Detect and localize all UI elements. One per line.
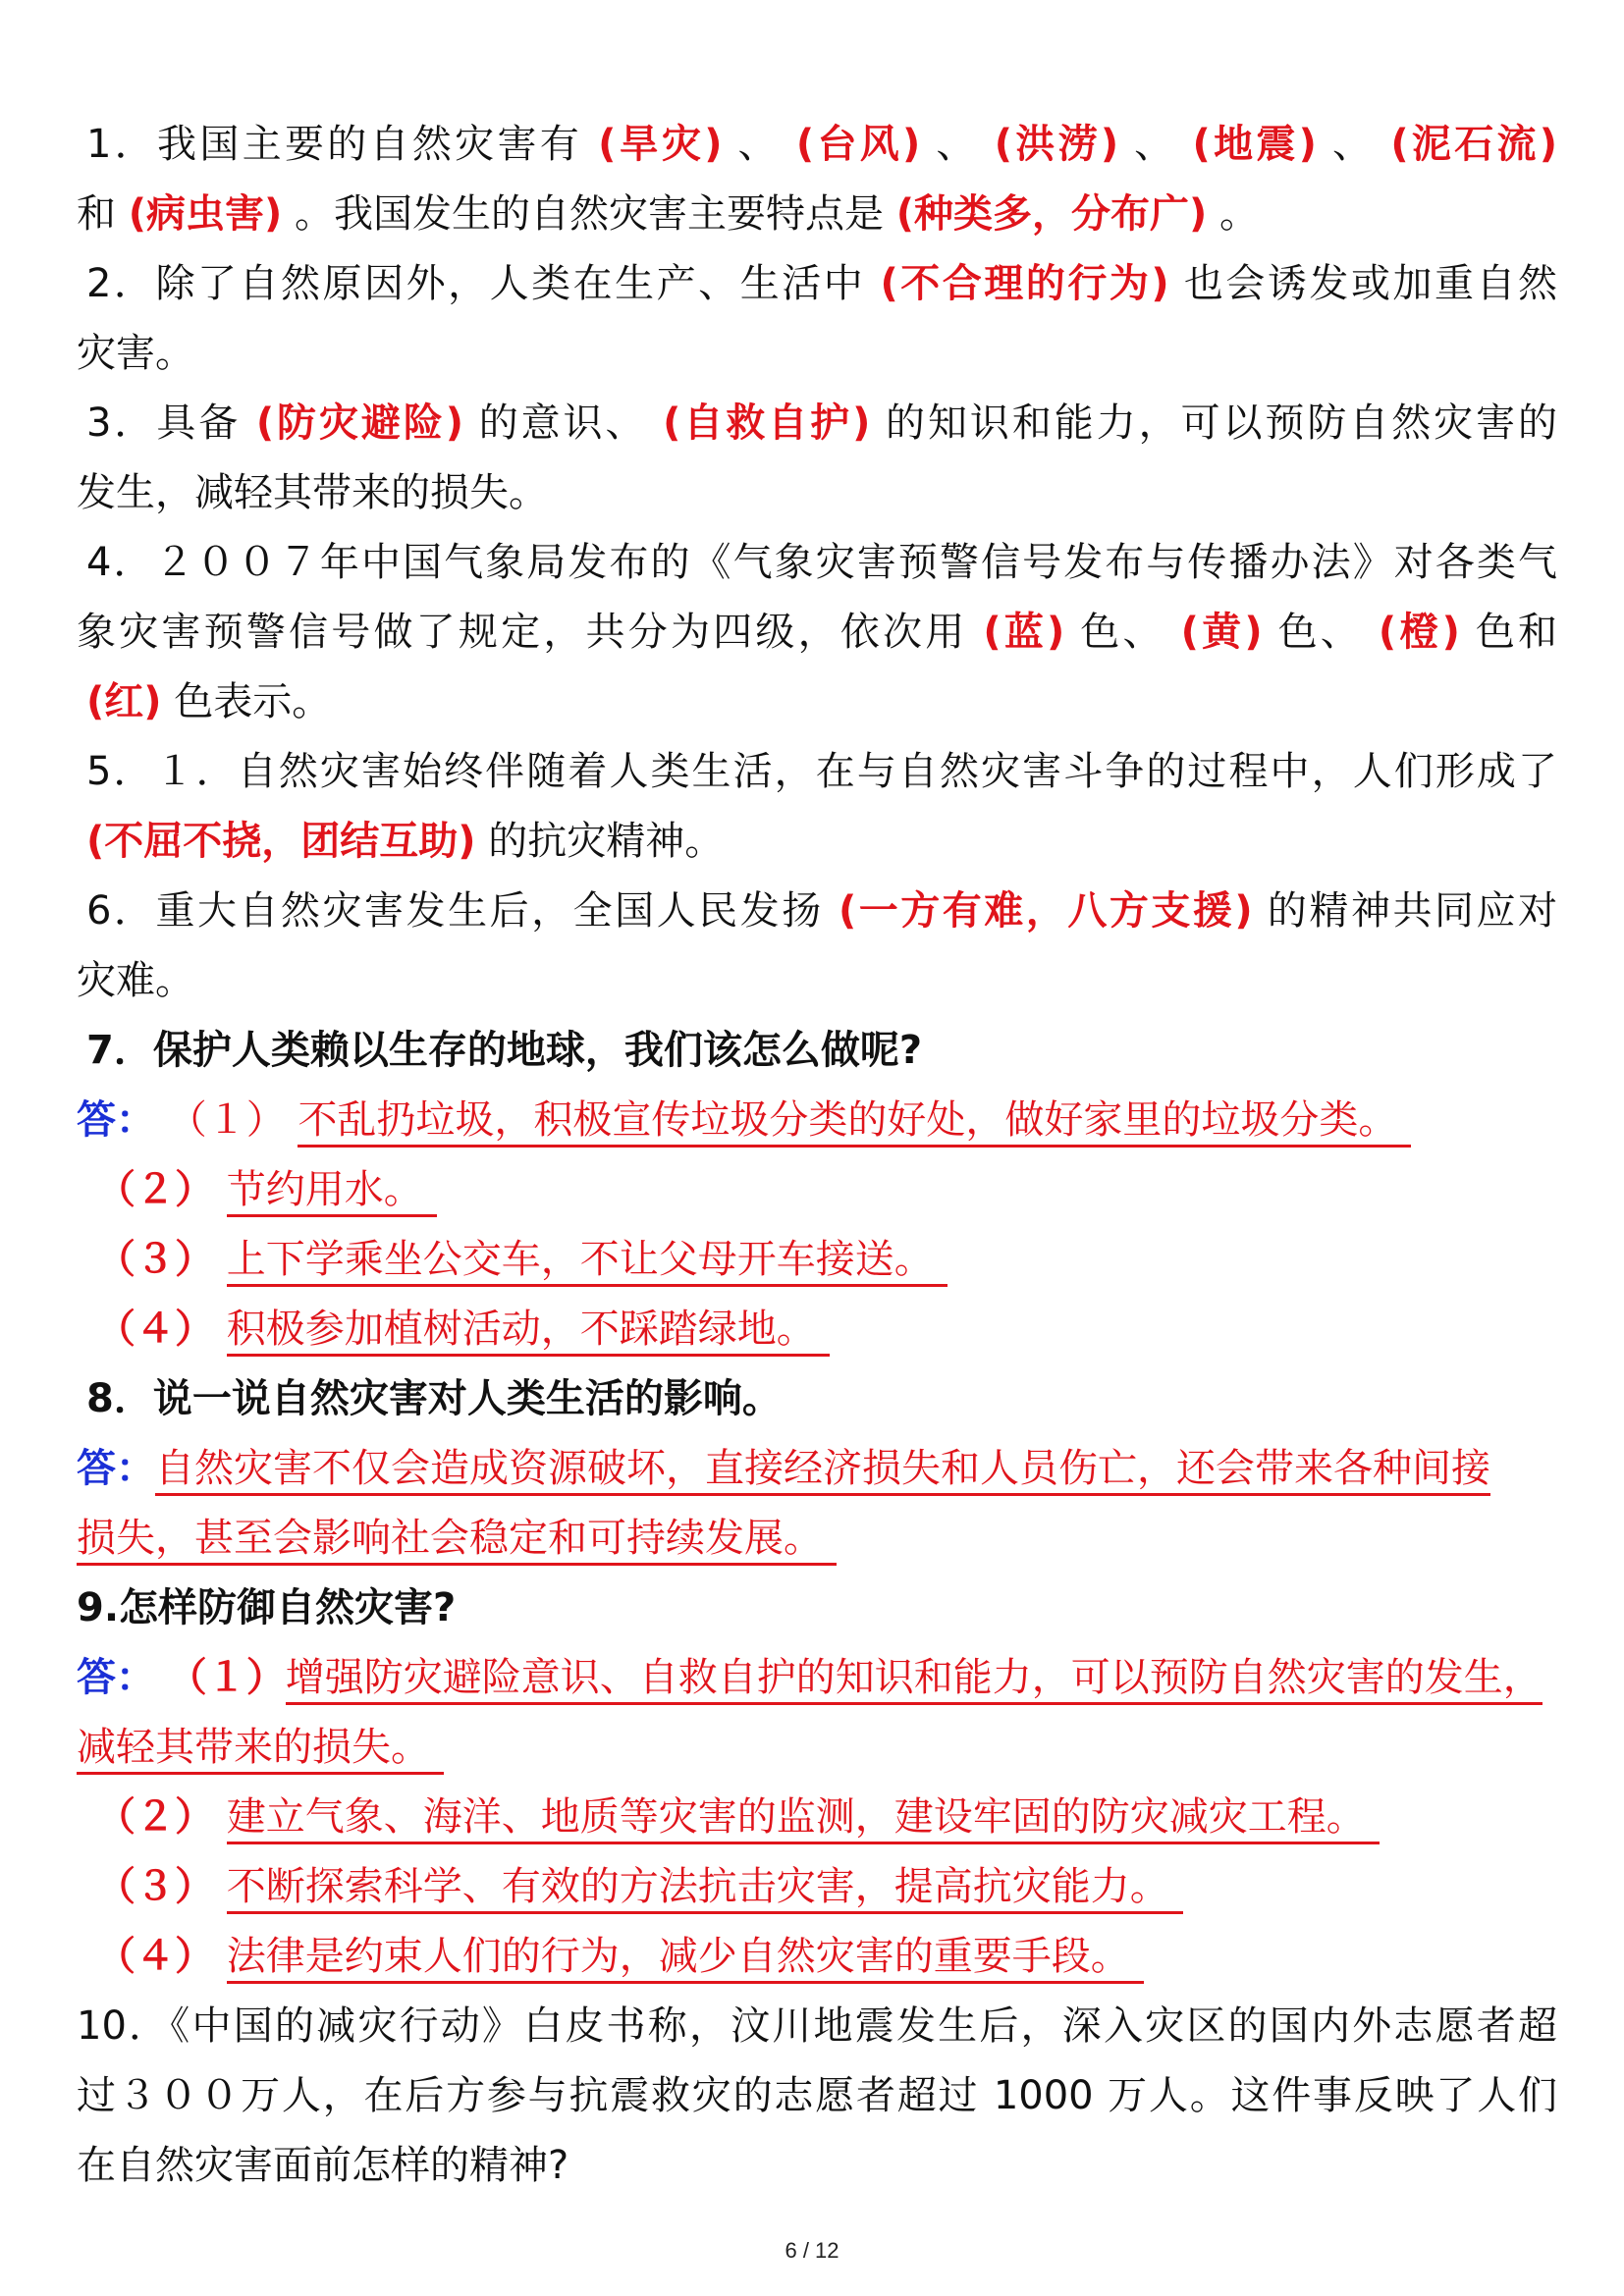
- answer-text: 减轻其带来的损失。: [77, 1725, 444, 1775]
- q3-answer-1: (防灾避险): [255, 400, 464, 446]
- document-content: [77, 110, 1557, 2201]
- answer-number: （１）: [167, 1655, 286, 1700]
- answer-number: （３）: [96, 1864, 214, 1909]
- q1-answer-pests: (病虫害): [128, 191, 283, 237]
- answer-number: （２）: [96, 1167, 214, 1212]
- q2-line-1: [77, 249, 1557, 319]
- q9-answer-1-line-2: [77, 1713, 1557, 1783]
- q5-line-1: 5．１．自然灾害始终伴随着人类生活，在与自然灾害斗争的过程中，人们形成了: [86, 749, 1557, 794]
- q3-line-2: 发生，减轻其带来的损失。: [77, 470, 548, 515]
- q9-answer-4: [77, 1922, 1557, 1992]
- answer-number: （１）: [167, 1097, 286, 1143]
- q6-text: 的精神共同应对: [1267, 888, 1557, 934]
- q8-question: 8．说一说自然灾害对人类生活的影响。: [86, 1376, 782, 1421]
- q9-answer-1-line-1: [77, 1643, 1557, 1713]
- q4-text: 色、: [1080, 610, 1165, 655]
- q6-answer: (一方有难，八方支援): [838, 888, 1253, 934]
- q9-question: 9.怎样防御自然灾害?: [77, 1585, 457, 1630]
- q1-text: 。我国发生的自然灾害主要特点是: [295, 191, 884, 237]
- q7-answer-2: [77, 1155, 1557, 1225]
- separator: 、: [1331, 122, 1376, 167]
- q10-line-3: 在自然灾害面前怎样的精神?: [77, 2143, 569, 2188]
- q10-line-2: 过３００万人，在后方参与抗震救灾的志愿者超过 1000 万人。这件事反映了人们: [77, 2073, 1557, 2118]
- answer-text: 法律是约束人们的行为，减少自然灾害的重要手段。: [227, 1934, 1144, 1984]
- answer-number: （２）: [96, 1794, 214, 1840]
- q5-answer: (不屈不挠，团结互助): [86, 819, 476, 864]
- answer-text: 增强防灾避险意识、自救自护的知识和能力，可以预防自然灾害的发生，: [286, 1655, 1543, 1705]
- q1-answer-typhoon: (台风): [795, 122, 921, 167]
- q4-text: 色和: [1475, 610, 1557, 655]
- answer-text: 上下学乘坐公交车，不让父母开车接送。: [227, 1237, 947, 1287]
- answer-label: 答：: [77, 1655, 155, 1700]
- q2-text: 也会诱发或加重自然: [1183, 261, 1557, 306]
- q9-answer-2: [77, 1783, 1557, 1852]
- answer-text: 自然灾害不仅会造成资源破坏，直接经济损失和人员伤亡，还会带来各种间接: [155, 1446, 1490, 1496]
- q1-line-1: [77, 110, 1557, 180]
- q1-answer-features: (种类多，分布广): [895, 191, 1208, 237]
- q4-answer-blue: (蓝): [983, 610, 1065, 655]
- q5-line-2: [77, 807, 1557, 877]
- separator: 、: [1134, 122, 1177, 167]
- q3-text: 3．具备: [86, 400, 242, 446]
- q4-text: 象灾害预警信号做了规定，共分为四级，依次用: [77, 610, 968, 655]
- q3-answer-2: (自救自护): [663, 400, 871, 446]
- q1-text: 。: [1219, 191, 1259, 237]
- q7-answer-4: [77, 1295, 1557, 1364]
- q4-line-1: 4．２００７年中国气象局发布的《气象灾害预警信号发布与传播办法》对各类气: [86, 540, 1557, 585]
- separator: 、: [936, 122, 979, 167]
- q1-answer-drought: (旱灾): [598, 122, 723, 167]
- q4-answer-red: (红): [86, 679, 162, 724]
- q2-line-2: 灾害。: [77, 331, 194, 376]
- answer-text: 损失，甚至会影响社会稳定和可持续发展。: [77, 1516, 837, 1566]
- q1-text: 和: [77, 191, 116, 237]
- answer-label: 答：: [77, 1097, 155, 1143]
- q1-answer-earthquake: (地震): [1192, 122, 1317, 167]
- q4-line-2: [77, 598, 1557, 667]
- page-number: 6 / 12: [785, 2238, 839, 2263]
- q1-text: 1．我国主要的自然灾害有: [86, 122, 583, 167]
- q3-text: 的意识、: [478, 400, 648, 446]
- q1-answer-flood: (洪涝): [994, 122, 1119, 167]
- q5-text: 的抗灾精神。: [488, 819, 725, 864]
- separator: 、: [737, 122, 781, 167]
- q7-answer-1: [77, 1086, 1557, 1155]
- answer-text: 建立气象、海洋、地质等灾害的监测，建设牢固的防灾减灾工程。: [227, 1794, 1380, 1844]
- answer-text: 不断探索科学、有效的方法抗击灾害，提高抗灾能力。: [227, 1864, 1183, 1914]
- q6-line-2: 灾难。: [77, 958, 194, 1003]
- q2-answer: (不合理的行为): [880, 261, 1169, 306]
- answer-label: 答：: [77, 1446, 155, 1491]
- q8-answer-line-2: [77, 1504, 1557, 1574]
- answer-text: 不乱扔垃圾，积极宣传垃圾分类的好处，做好家里的垃圾分类。: [298, 1097, 1411, 1148]
- q6-text: 6．重大自然灾害发生后，全国人民发扬: [86, 888, 824, 934]
- answer-text: 节约用水。: [227, 1167, 437, 1217]
- q7-answer-3: [77, 1225, 1557, 1295]
- q8-answer-line-1: [77, 1434, 1557, 1504]
- q10-line-1: 10．《中国的减灾行动》白皮书称，汶川地震发生后，深入灾区的国内外志愿者超: [77, 2003, 1557, 2049]
- q1-line-2: [77, 180, 1557, 249]
- q4-text: 色表示。: [174, 679, 332, 724]
- q4-answer-yellow: (黄): [1180, 610, 1263, 655]
- answer-text: 积极参加植树活动，不踩踏绿地。: [227, 1307, 830, 1357]
- q6-line-1: [77, 877, 1557, 946]
- q3-line-1: [77, 389, 1557, 458]
- q7-question: 7．保护人类赖以生存的地球，我们该怎么做呢?: [86, 1028, 923, 1073]
- q3-text: 的知识和能力，可以预防自然灾害的: [886, 400, 1557, 446]
- answer-number: （３）: [96, 1237, 214, 1282]
- q4-line-3: [77, 667, 1557, 737]
- answer-number: （４）: [96, 1934, 214, 1979]
- q1-answer-mudslide: (泥石流): [1390, 122, 1557, 167]
- q4-answer-orange: (橙): [1378, 610, 1460, 655]
- q2-text: 2．除了自然原因外，人类在生产、生活中: [86, 261, 866, 306]
- q9-answer-3: [77, 1852, 1557, 1922]
- answer-number: （４）: [96, 1307, 214, 1352]
- q4-text: 色、: [1277, 610, 1363, 655]
